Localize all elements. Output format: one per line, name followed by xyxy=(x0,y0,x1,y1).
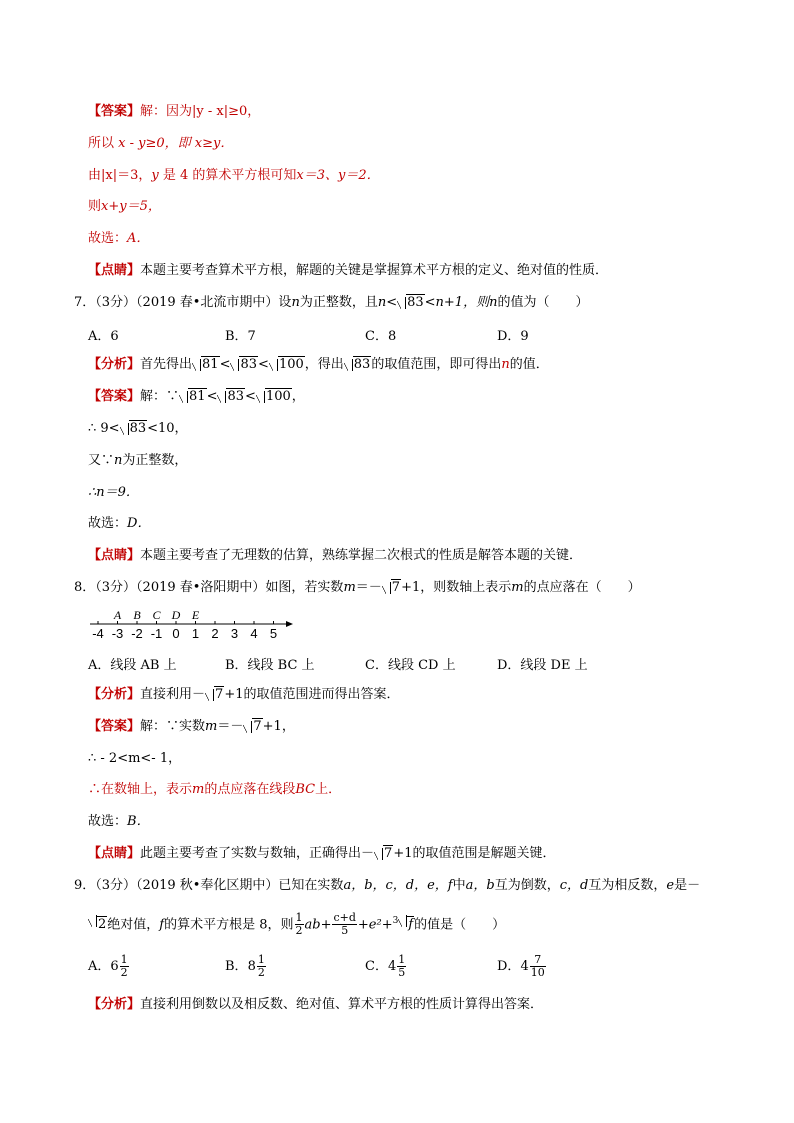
number-line-arrow xyxy=(286,621,293,627)
q8-option-d: D．线段 DE 上 xyxy=(497,658,588,673)
q8-tip: 【点睛】此题主要考查了实数与数轴，正确得出－ 7+1的取值范围是解题关键． xyxy=(88,846,556,861)
axis-label: -1 xyxy=(150,626,163,641)
number-line-figure xyxy=(88,604,298,644)
q7-option-d: D．9 xyxy=(497,329,529,344)
prev-answer-line-1: 【答案】解：因为|y - x|≥0， xyxy=(88,104,261,119)
point-label-e: E xyxy=(191,608,200,622)
q8-answer-line-3: ∴在数轴上，表示m的点应落在线段BC上． xyxy=(88,782,342,797)
q9-stem-line-2: 2绝对值，f的算术平方根是 8，则 $\frac{1}{2}$ ab+ $\frac{c+d}{5}$ +e²+$^3$ f的值是（ ） xyxy=(88,908,505,938)
q7-option-b: B．7 xyxy=(225,329,256,344)
sqrt-83: 83 xyxy=(397,294,425,312)
number-line-labels xyxy=(92,626,277,641)
q8-stem: 8．（3分）（2019 春•洛阳期中）如图，若实数m＝－ 7+1，则数轴上表示m的点应落在（ ） xyxy=(74,580,641,595)
point-label-d: D xyxy=(171,608,181,622)
q7-option-c: C．8 xyxy=(365,329,397,344)
answer-tag: 【答案】 xyxy=(88,104,141,119)
tip-tag: 【点睛】 xyxy=(88,263,141,278)
prev-answer-line-5: 故选：A． xyxy=(88,231,150,246)
prev-tip-line: 【点睛】本题主要考查算术平方根，解题的关键是掌握算术平方根的定义、绝对值的性质． xyxy=(88,263,609,278)
point-label-c: C xyxy=(152,608,161,622)
q7-analysis: 【分析】首先得出 81< 83< 100，得出 83的取值范围，即可得出n的值． xyxy=(88,357,549,372)
prev-answer-line-3: 由|x|＝3，y 是 4 的算术平方根可知x＝3、y＝2． xyxy=(88,168,380,183)
q9-option-d: D．4 $\frac{7}{10}$ xyxy=(497,953,545,979)
axis-label: -2 xyxy=(131,626,143,641)
axis-label: 1 xyxy=(191,626,200,641)
axis-label: 2 xyxy=(211,626,219,641)
q7-answer-line-3: 又∵n为正整数， xyxy=(88,453,188,468)
q7-answer-line-1: 【答案】解：∵ 81< 83< 100， xyxy=(88,389,305,404)
q8-option-c: C．线段 CD 上 xyxy=(365,658,456,673)
cube-root-f: f xyxy=(398,912,414,938)
q9-stem-line-1: 9．（3分）（2019 秋•奉化区期中）已知在实数a，b，c，d，e，f中a，b互为倒数，c，d互为相反数，e是－ xyxy=(74,878,701,893)
q8-analysis: 【分析】直接利用－ 7+1的取值范围进而得出答案． xyxy=(88,687,400,702)
number-line-points xyxy=(113,608,200,622)
axis-label: -4 xyxy=(92,626,104,641)
q8-answer-line-2: ∴ - 2<m<- 1， xyxy=(88,751,182,766)
q9-option-b: B．8 $\frac{1}{2}$ xyxy=(225,953,265,979)
q9-option-c: C．4 $\frac{1}{5}$ xyxy=(365,953,406,979)
axis-label: 5 xyxy=(269,626,278,641)
q9-analysis: 【分析】直接利用倒数以及相反数、绝对值、算术平方根的性质计算得出答案． xyxy=(88,997,544,1012)
point-label-b: B xyxy=(133,608,141,622)
q7-option-a: A．6 xyxy=(88,329,119,344)
q7-tip: 【点睛】本题主要考查了无理数的估算，熟练掌握二次根式的性质是解答本题的关键． xyxy=(88,548,583,563)
q8-option-b: B．线段 BC 上 xyxy=(225,658,315,673)
q7-stem: 7．（3分）（2019 春•北流市期中）设n为正整数，且n< 83<n+1，则n的值为（ ） xyxy=(74,295,589,310)
axis-label: 3 xyxy=(230,626,239,641)
axis-label: 4 xyxy=(250,626,258,641)
q7-answer-line-4: ∴n＝9． xyxy=(88,485,139,500)
q9-option-a: A．6 $\frac{1}{2}$ xyxy=(88,953,128,979)
q7-answer-line-2: ∴ 9< 83<10， xyxy=(88,421,188,436)
fraction-half: $\frac{1}{2}$ xyxy=(295,911,303,938)
q7-answer-line-5: 故选：D． xyxy=(88,516,151,531)
point-label-a: A xyxy=(113,608,122,622)
fraction-cd: $\frac{c+d}{5}$ xyxy=(333,911,356,938)
prev-answer-line-2: 所以 x - y≥0，即 x≥y． xyxy=(88,136,234,151)
prev-answer-line-4: 则x+y＝5， xyxy=(88,199,161,214)
axis-label: -3 xyxy=(111,626,124,641)
axis-label: 0 xyxy=(172,626,180,641)
q8-option-a: A．线段 AB 上 xyxy=(88,658,177,673)
q8-answer-line-1: 【答案】解：∵实数m＝－ 7+1， xyxy=(88,719,295,734)
q8-answer-line-4: 故选：B． xyxy=(88,814,150,829)
